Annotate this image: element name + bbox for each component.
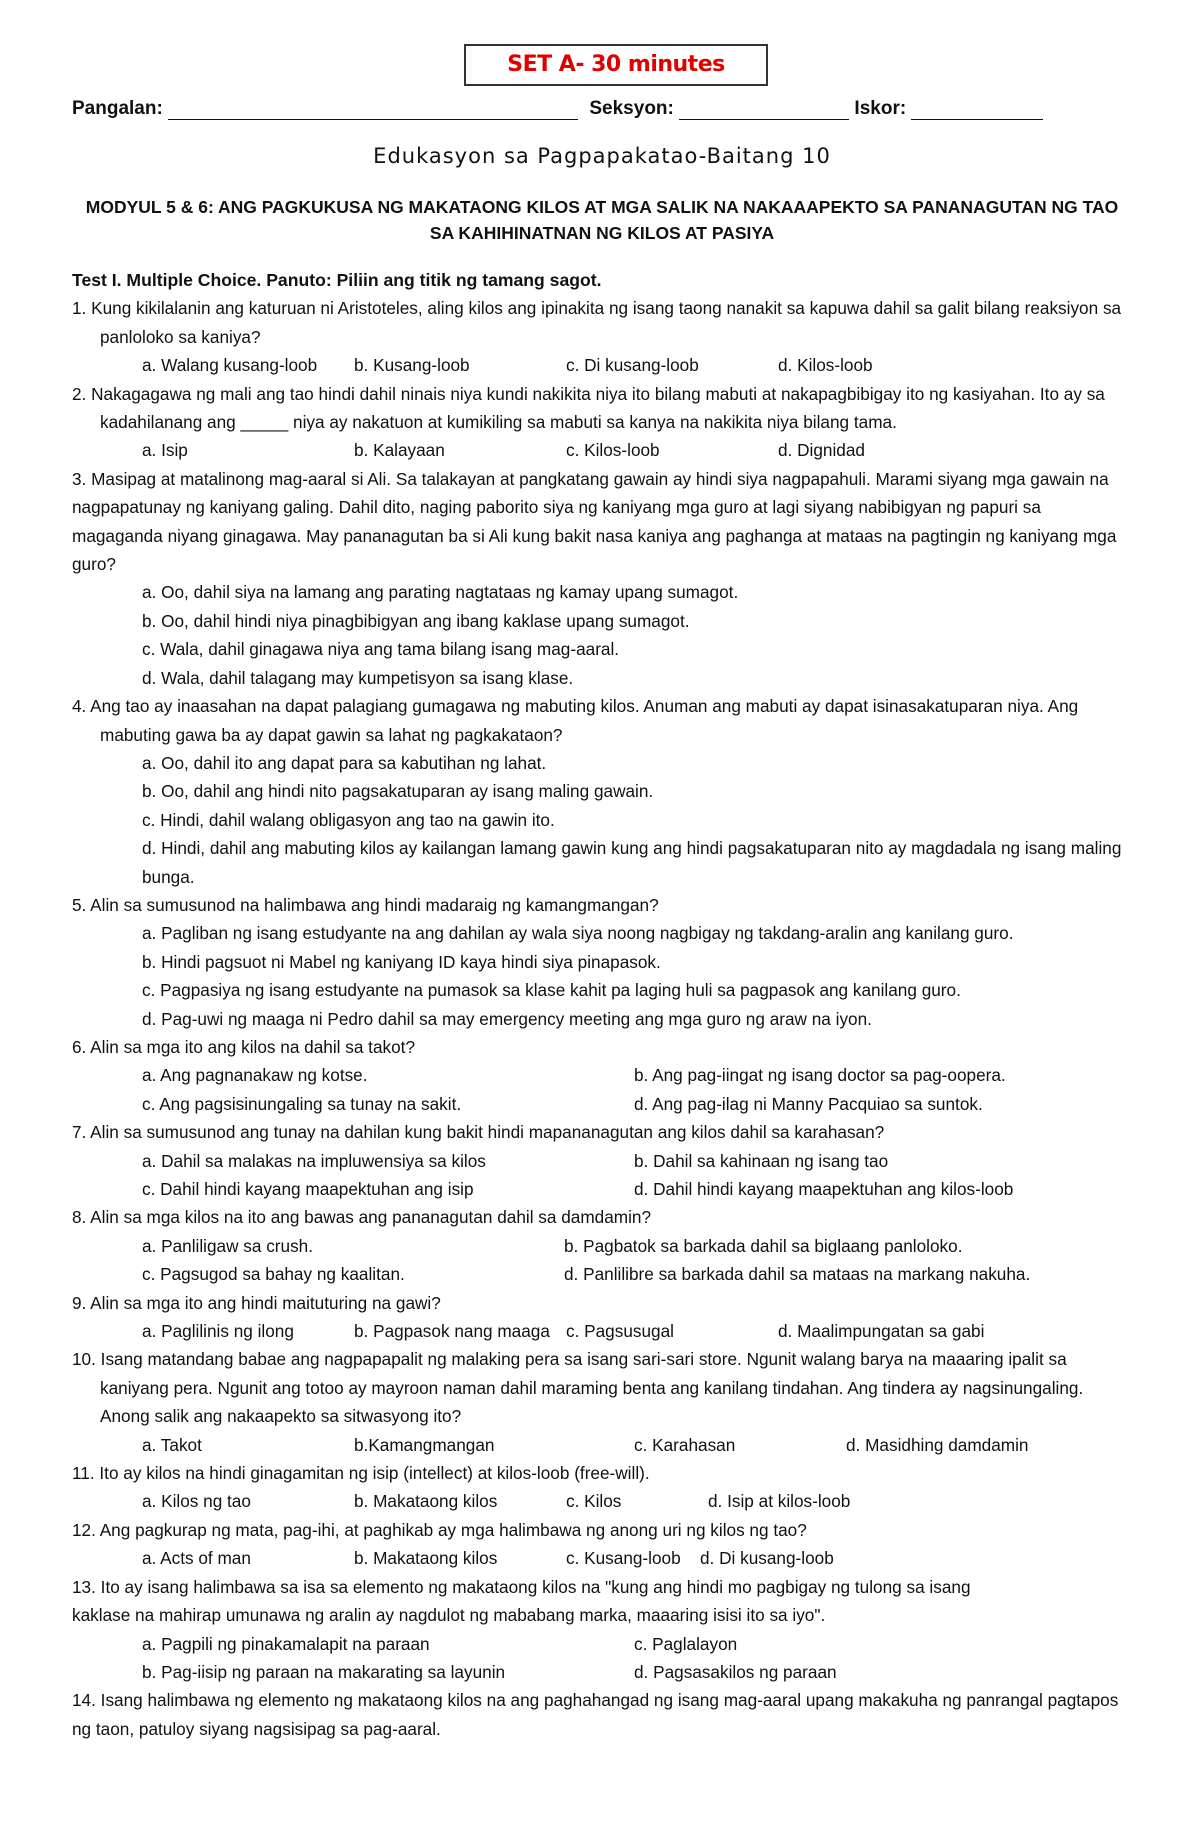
option-b[interactable]: b. Makataong kilos <box>354 1491 498 1512</box>
option-c[interactable]: c. Pagsugod sa bahay ng kaalitan. <box>142 1264 405 1285</box>
options-row <box>72 1260 1132 1288</box>
option-a[interactable]: a. Oo, dahil siya na lamang ang parating nagtataas ng kamay upang sumagot. <box>142 582 739 603</box>
section-blank[interactable] <box>679 99 849 120</box>
option-a[interactable]: a. Pagpili ng pinakamalapit na paraan <box>142 1633 430 1654</box>
option-a[interactable]: a. Paglilinis ng ilong <box>142 1321 294 1342</box>
option-a[interactable]: a. Dahil sa malakas na impluwensiya sa kilos <box>142 1150 486 1171</box>
score-blank[interactable] <box>911 99 1043 120</box>
options-row <box>72 1630 1132 1658</box>
options-row <box>72 1175 1132 1203</box>
option-d[interactable]: d. Isip at kilos-loob <box>708 1491 851 1512</box>
option-b[interactable]: b. Pagbatok sa barkada dahil sa biglaang panloloko. <box>564 1235 963 1256</box>
options-row <box>72 1147 1132 1175</box>
question-text: 5. Alin sa sumusunod na halimbawa ang hindi madaraig ng kamangmangan? <box>72 894 659 915</box>
options-row <box>72 1544 1132 1572</box>
set-label-box: SET A- 30 minutes <box>464 44 768 86</box>
question-14 <box>72 1686 1132 1743</box>
question-text: 9. Alin sa mga ito ang hindi maituturing na gawi? <box>72 1292 441 1313</box>
option-b[interactable]: b. Pag-iisip ng paraan na makarating sa layunin <box>142 1661 506 1682</box>
question-5 <box>72 891 1132 1033</box>
options-row <box>72 351 1132 379</box>
option-d[interactable]: d. Di kusang-loob <box>700 1548 834 1569</box>
option-d[interactable]: d. Dahil hindi kayang maapektuhan ang kilos-loob <box>634 1179 1014 1199</box>
question-text: 12. Ang pagkurap ng mata, pag-ihi, at paghikab ay mga halimbawa ng anong uri ng kilos ng tao? <box>72 1519 807 1540</box>
option-c[interactable]: c. Hindi, dahil walang obligasyon ang tao na gawin ito. <box>142 809 555 830</box>
option-c[interactable]: c. Pagsusugal <box>566 1321 674 1342</box>
option-d[interactable]: d. Masidhing damdamin <box>846 1434 1029 1455</box>
option-d[interactable]: d. Panlilibre sa barkada dahil sa mataas na markang nakuha. <box>564 1264 1031 1285</box>
option-a[interactable]: a. Pagliban ng isang estudyante na ang dahilan ay wala siya noong nagbigay ng takdang-aralin ang kanilang guro. <box>142 923 1014 944</box>
question-2 <box>72 380 1132 465</box>
score-label: Iskor: <box>854 98 907 119</box>
option-c[interactable]: c. Di kusang-loob <box>566 355 699 376</box>
option-a[interactable]: a. Acts of man <box>142 1548 251 1569</box>
question-10 <box>72 1345 1132 1459</box>
question-text: 2. Nakagagawa ng mali ang tao hindi dahil ninais niya kundi nakikita niya ito bilang mabuti at nakapagbibigay ito ng kasiyahan. Ito ay sa kadahilanang ang _____ niya ay nakatuon at kumikiling sa mabuti sa kanya na nakikita niya bilang tama. <box>72 383 1105 433</box>
question-8 <box>72 1203 1132 1288</box>
option-d[interactable]: d. Kilos-loob <box>778 355 873 376</box>
option-c[interactable]: c. Pagpasiya ng isang estudyante na pumasok sa klase kahit pa laging huli sa pagpasok ang kanilang guro. <box>142 980 961 1001</box>
question-7 <box>72 1118 1132 1203</box>
option-d[interactable]: d. Wala, dahil talagang may kumpetisyon sa isang klase. <box>142 667 574 688</box>
option-b[interactable]: b. Oo, dahil ang hindi nito pagsakatuparan ay isang maling gawain. <box>142 781 654 802</box>
option-d[interactable]: d. Dignidad <box>778 440 865 461</box>
question-11 <box>72 1459 1132 1516</box>
options-row <box>72 1431 1132 1459</box>
question-9 <box>72 1289 1132 1346</box>
option-c[interactable]: c. Wala, dahil ginagawa niya ang tama bilang isang mag-aaral. <box>142 639 620 660</box>
module-title <box>72 194 1132 246</box>
question-text: 13. Ito ay isang halimbawa sa isa sa elemento ng makataong kilos na "kung ang hindi mo pagbigay ng tulong sa isang kaklase na mahirap umunawa ng aralin ay nagdulot ng mababang marka, maaaring isisi ito sa iyo". <box>72 1576 971 1626</box>
question-text: 1. Kung kikilalanin ang katuruan ni Aristoteles, aling kilos ang ipinakita ng isang taong nanakit sa kapuwa dahil sa galit bilang reaksiyon sa panloloko sa kaniya? <box>72 298 1122 347</box>
option-a[interactable]: a. Panliligaw sa crush. <box>142 1235 314 1256</box>
option-d[interactable]: d. Pag-uwi ng maaga ni Pedro dahil sa may emergency meeting ang mga guro ng araw na iyon. <box>142 1008 872 1029</box>
question-6 <box>72 1033 1132 1118</box>
option-c[interactable]: c. Paglalayon <box>634 1633 738 1654</box>
question-text: 7. Alin sa sumusunod ang tunay na dahilan kung bakit hindi mapananagutan ang kilos dahil sa karahasan? <box>72 1122 885 1143</box>
option-a[interactable]: a. Walang kusang-loob <box>142 355 318 376</box>
test-title: Test I. Multiple Choice. Panuto: Piliin ang titik ng tamang sagot. <box>72 270 602 290</box>
module-title-line2: SA KAHIHINATNAN NG KILOS AT PASIYA <box>429 223 775 243</box>
option-a[interactable]: a. Oo, dahil ito ang dapat para sa kabutihan ng lahat. <box>142 752 547 773</box>
options-row <box>72 1090 1132 1118</box>
option-b[interactable]: b. Kalayaan <box>354 440 445 461</box>
question-text: 14. Isang halimbawa ng elemento ng makataong kilos na ang paghahangad ng isang mag-aaral upang makakuha ng panrangal pagtapos ng taon, patuloy siyang nagsisipag sa pag-aaral. <box>72 1690 1119 1739</box>
questions-section <box>72 266 1132 1743</box>
question-text: 8. Alin sa mga kilos na ito ang bawas ang pananagutan dahil sa damdamin? <box>72 1207 652 1228</box>
option-a[interactable]: a. Takot <box>142 1434 202 1455</box>
options-row <box>72 1317 1132 1345</box>
options-row <box>72 1232 1132 1260</box>
option-c[interactable]: c. Kilos-loob <box>566 440 660 461</box>
question-1 <box>72 294 1132 379</box>
option-a[interactable]: a. Kilos ng tao <box>142 1491 251 1512</box>
option-c[interactable]: c. Kusang-loob <box>566 1548 681 1569</box>
name-blank[interactable] <box>168 99 578 120</box>
section-label: Seksyon: <box>589 98 674 119</box>
option-b[interactable]: b. Makataong kilos <box>354 1548 498 1569</box>
question-12 <box>72 1516 1132 1573</box>
option-c[interactable]: c. Karahasan <box>634 1434 736 1455</box>
option-d[interactable]: d. Hindi, dahil ang mabuting kilos ay kailangan lamang gawin kung ang hindi pagsakatuparan nito ay magdadala ng isang maling bunga. <box>142 838 1122 887</box>
options-row <box>72 1061 1132 1089</box>
options-row <box>72 1658 1132 1686</box>
name-label: Pangalan: <box>72 98 163 119</box>
question-3 <box>72 465 1132 692</box>
option-b[interactable]: b. Ang pag-iingat ng isang doctor sa pag-oopera. <box>634 1065 1006 1086</box>
module-title-line1: MODYUL 5 & 6: ANG PAGKUKUSA NG MAKATAONG KILOS AT MGA SALIK NA NAKAAAPEKTO SA PANANAGUTAN NG TAO <box>85 197 1119 217</box>
option-b[interactable]: b. Dahil sa kahinaan ng isang tao <box>634 1150 889 1171</box>
options-row <box>72 1487 1132 1515</box>
student-info-row <box>72 98 1132 124</box>
option-d[interactable]: d. Pagsasakilos ng paraan <box>634 1661 837 1682</box>
question-text: 10. Isang matandang babae ang nagpapapalit ng malaking pera sa isang sari-sari store. Ngunit walang barya na maaaring ipalit sa kaniyang pera. Ngunit ang totoo ay mayroon naman dahil maraming benta ang kanilang tindahan. Ang tindera ay nagsinungaling. Anong salik ang nakaapekto sa sitwasyong ito? <box>72 1349 1084 1427</box>
option-b[interactable]: b. Pagpasok nang maaga <box>354 1321 550 1342</box>
option-b[interactable]: b.Kamangmangan <box>354 1434 495 1455</box>
option-c[interactable]: c. Kilos <box>566 1491 622 1512</box>
option-d[interactable]: d. Ang pag-ilag ni Manny Pacquiao sa suntok. <box>634 1093 983 1114</box>
question-text: 6. Alin sa mga ito ang kilos na dahil sa takot? <box>72 1036 416 1057</box>
option-d[interactable]: d. Maalimpungatan sa gabi <box>778 1321 985 1342</box>
option-b[interactable]: b. Oo, dahil hindi niya pinagbibigyan ang ibang kaklase upang sumagot. <box>142 610 690 631</box>
option-c[interactable]: c. Dahil hindi kayang maapektuhan ang isip <box>142 1179 474 1199</box>
option-c[interactable]: c. Ang pagsisinungaling sa tunay na sakit. <box>142 1093 462 1114</box>
question-13 <box>72 1573 1132 1687</box>
option-a[interactable]: a. Isip <box>142 440 188 461</box>
options-row <box>72 436 1132 464</box>
option-b[interactable]: b. Hindi pagsuot ni Mabel ng kaniyang ID kaya hindi siya pinapasok. <box>142 951 661 972</box>
option-a[interactable]: a. Ang pagnanakaw ng kotse. <box>142 1065 368 1086</box>
question-4 <box>72 692 1132 891</box>
question-text: 4. Ang tao ay inaasahan na dapat palagiang gumagawa ng mabuting kilos. Anuman ang mabuti ay dapat isinasakatuparan niya. Ang mabuting gawa ba ay dapat gawin sa lahat ng pagkakataon? <box>72 696 1079 745</box>
option-b[interactable]: b. Kusang-loob <box>354 355 470 376</box>
question-text: 3. Masipag at matalinong mag-aaral si Ali. Sa talakayan at pangkatang gawain ay hindi siya nagpapahuli. Marami siyang mga gawain na nagpapatunay ng kaniyang galing. Dahil dito, naging paborito siya ng kaniyang mga guro at lagi siyang nabibigyan ng papuri sa magaganda niyang ginagawa. May pananagutan ba si Ali kung bakit nasa kaniya ang paghanga at mataas na pagtingin ng kaniyang mga guro? <box>72 468 1117 575</box>
subject-title: Edukasyon sa Pagpapakatao-Baitang 10 <box>373 144 831 168</box>
question-text: 11. Ito ay kilos na hindi ginagamitan ng isip (intellect) at kilos-loob (free-will). <box>72 1463 650 1484</box>
